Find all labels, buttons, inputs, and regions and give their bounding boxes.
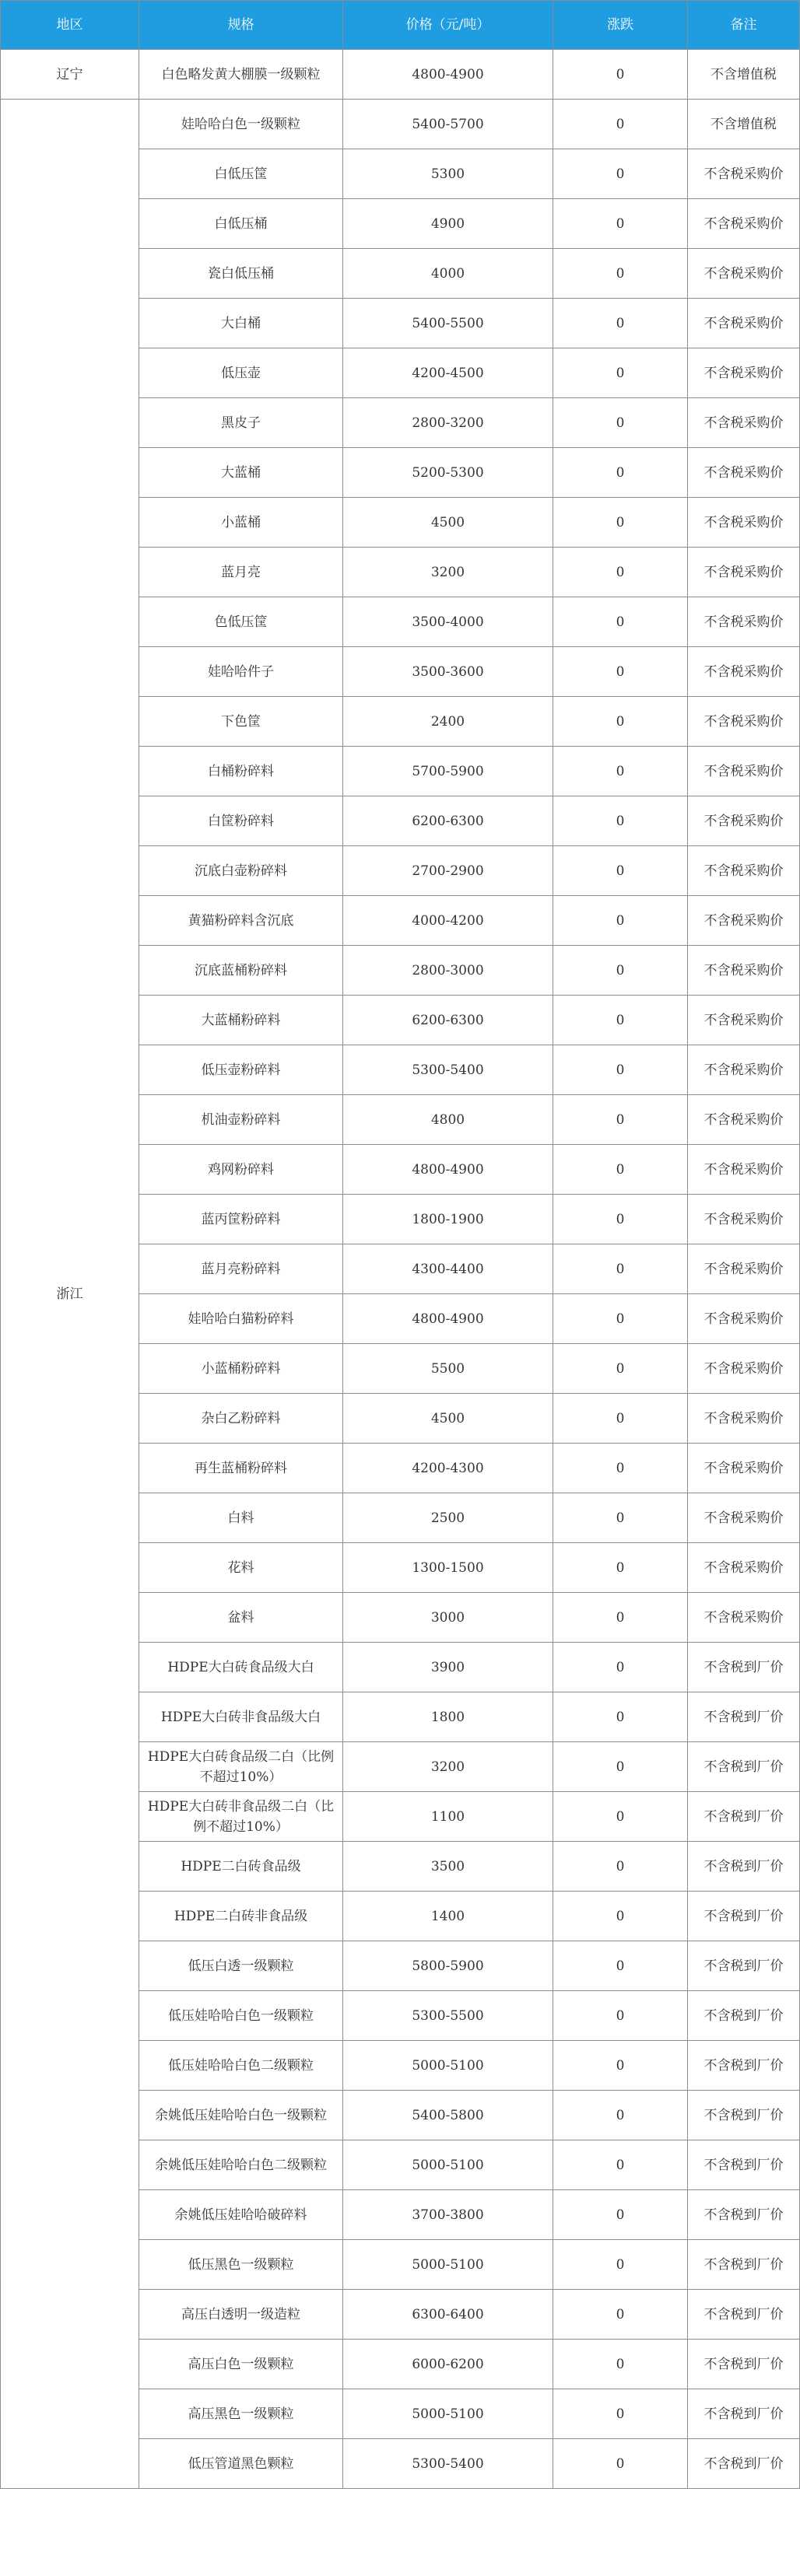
- cell-price: 4500: [343, 498, 553, 548]
- cell-spec: 白低压桶: [139, 199, 343, 249]
- cell-change: 0: [553, 299, 688, 348]
- cell-spec: 蓝月亮: [139, 548, 343, 597]
- cell-change: 0: [553, 1045, 688, 1095]
- cell-change: 0: [553, 100, 688, 149]
- cell-price: 5700-5900: [343, 747, 553, 796]
- cell-change: 0: [553, 996, 688, 1045]
- cell-note: 不含税到厂价: [688, 2240, 800, 2290]
- cell-spec: 小蓝桶粉碎料: [139, 1344, 343, 1394]
- cell-change: 0: [553, 697, 688, 747]
- cell-change: 0: [553, 1792, 688, 1842]
- cell-price: 4500: [343, 1394, 553, 1444]
- cell-price: 5300: [343, 149, 553, 199]
- cell-spec: 大蓝桶粉碎料: [139, 996, 343, 1045]
- cell-spec: HDPE大白砖非食品级二白（比例不超过10%）: [139, 1792, 343, 1842]
- cell-note: 不含增值税: [688, 50, 800, 100]
- table-row: [1, 50, 800, 100]
- cell-price: 5000-5100: [343, 2140, 553, 2190]
- cell-spec: HDPE二白砖食品级: [139, 1842, 343, 1892]
- cell-change: 0: [553, 1493, 688, 1543]
- cell-note: 不含税到厂价: [688, 2190, 800, 2240]
- cell-price: 3000: [343, 1593, 553, 1643]
- cell-change: 0: [553, 149, 688, 199]
- cell-spec: 余姚低压娃哈哈白色一级颗粒: [139, 2091, 343, 2140]
- cell-price: 5300-5400: [343, 1045, 553, 1095]
- cell-price: 5200-5300: [343, 448, 553, 498]
- header-note: 备注: [688, 1, 800, 50]
- cell-price: 3500-3600: [343, 647, 553, 697]
- cell-change: 0: [553, 398, 688, 448]
- cell-change: 0: [553, 747, 688, 796]
- cell-spec: 蓝丙筐粉碎料: [139, 1195, 343, 1244]
- table-row: [1, 100, 800, 149]
- cell-price: 1300-1500: [343, 1543, 553, 1593]
- cell-price: 6000-6200: [343, 2340, 553, 2389]
- cell-note: 不含税采购价: [688, 996, 800, 1045]
- cell-spec: 花料: [139, 1543, 343, 1593]
- cell-note: 不含税采购价: [688, 697, 800, 747]
- cell-note: 不含税采购价: [688, 647, 800, 697]
- cell-note: 不含税采购价: [688, 398, 800, 448]
- cell-spec: 黄猫粉碎料含沉底: [139, 896, 343, 946]
- cell-note: 不含税采购价: [688, 1593, 800, 1643]
- header-spec: 规格: [139, 1, 343, 50]
- cell-change: 0: [553, 2240, 688, 2290]
- cell-note: 不含税采购价: [688, 149, 800, 199]
- cell-spec: 娃哈哈白色一级颗粒: [139, 100, 343, 149]
- cell-note: 不含税采购价: [688, 597, 800, 647]
- cell-price: 3200: [343, 548, 553, 597]
- cell-change: 0: [553, 2290, 688, 2340]
- cell-spec: 白低压筐: [139, 149, 343, 199]
- cell-price: 3200: [343, 1742, 553, 1792]
- cell-note: 不含税到厂价: [688, 1792, 800, 1842]
- cell-change: 0: [553, 597, 688, 647]
- table-header: [1, 1, 800, 50]
- cell-change: 0: [553, 498, 688, 548]
- cell-change: 0: [553, 946, 688, 996]
- cell-price: 2700-2900: [343, 846, 553, 896]
- cell-spec: 白料: [139, 1493, 343, 1543]
- cell-change: 0: [553, 647, 688, 697]
- cell-change: 0: [553, 1892, 688, 1941]
- cell-change: 0: [553, 1941, 688, 1991]
- cell-price: 6200-6300: [343, 996, 553, 1045]
- cell-spec: 小蓝桶: [139, 498, 343, 548]
- cell-spec: 低压壶粉碎料: [139, 1045, 343, 1095]
- cell-note: 不含税采购价: [688, 1394, 800, 1444]
- cell-spec: 娃哈哈件子: [139, 647, 343, 697]
- cell-spec: 白筐粉碎料: [139, 796, 343, 846]
- cell-spec: 高压黑色一级颗粒: [139, 2389, 343, 2439]
- cell-price: 5300-5500: [343, 1991, 553, 2041]
- cell-change: 0: [553, 1593, 688, 1643]
- cell-change: 0: [553, 1444, 688, 1493]
- cell-spec: 大蓝桶: [139, 448, 343, 498]
- cell-note: 不含税采购价: [688, 1493, 800, 1543]
- cell-spec: 低压管道黑色颗粒: [139, 2439, 343, 2489]
- cell-note: 不含增值税: [688, 100, 800, 149]
- cell-note: 不含税采购价: [688, 846, 800, 896]
- cell-price: 4000: [343, 249, 553, 299]
- cell-note: 不含税到厂价: [688, 1692, 800, 1742]
- header-change: 涨跌: [553, 1, 688, 50]
- cell-price: 5300-5400: [343, 2439, 553, 2489]
- cell-change: 0: [553, 896, 688, 946]
- cell-change: 0: [553, 249, 688, 299]
- cell-change: 0: [553, 2389, 688, 2439]
- cell-note: 不含税到厂价: [688, 1941, 800, 1991]
- cell-change: 0: [553, 199, 688, 249]
- cell-region: 辽宁: [1, 50, 139, 100]
- cell-price: 2500: [343, 1493, 553, 1543]
- cell-change: 0: [553, 548, 688, 597]
- cell-change: 0: [553, 448, 688, 498]
- cell-region: 浙江: [1, 100, 139, 2489]
- cell-price: 4800: [343, 1095, 553, 1145]
- cell-price: 4900: [343, 199, 553, 249]
- cell-note: 不含税到厂价: [688, 1991, 800, 2041]
- cell-note: 不含税采购价: [688, 498, 800, 548]
- cell-change: 0: [553, 1742, 688, 1792]
- cell-spec: 沉底蓝桶粉碎料: [139, 946, 343, 996]
- cell-spec: 高压白色一级颗粒: [139, 2340, 343, 2389]
- cell-spec: 白桶粉碎料: [139, 747, 343, 796]
- cell-note: 不含税到厂价: [688, 1842, 800, 1892]
- cell-price: 4200-4500: [343, 348, 553, 398]
- cell-note: 不含税到厂价: [688, 1742, 800, 1792]
- cell-price: 5400-5800: [343, 2091, 553, 2140]
- cell-note: 不含税到厂价: [688, 2439, 800, 2489]
- cell-spec: HDPE大白砖食品级大白: [139, 1643, 343, 1692]
- cell-change: 0: [553, 1294, 688, 1344]
- cell-spec: HDPE大白砖非食品级大白: [139, 1692, 343, 1742]
- cell-spec: 瓷白低压桶: [139, 249, 343, 299]
- cell-spec: 色低压筐: [139, 597, 343, 647]
- cell-note: 不含税到厂价: [688, 2290, 800, 2340]
- cell-price: 5500: [343, 1344, 553, 1394]
- cell-note: 不含税采购价: [688, 1095, 800, 1145]
- cell-price: 2400: [343, 697, 553, 747]
- cell-note: 不含税采购价: [688, 1294, 800, 1344]
- cell-note: 不含税采购价: [688, 1045, 800, 1095]
- cell-spec: 娃哈哈白猫粉碎料: [139, 1294, 343, 1344]
- cell-spec: HDPE二白砖非食品级: [139, 1892, 343, 1941]
- cell-change: 0: [553, 1991, 688, 2041]
- cell-price: 3500: [343, 1842, 553, 1892]
- cell-spec: 蓝月亮粉碎料: [139, 1244, 343, 1294]
- cell-spec: 机油壶粉碎料: [139, 1095, 343, 1145]
- cell-price: 1100: [343, 1792, 553, 1842]
- cell-spec: 低压白透一级颗粒: [139, 1941, 343, 1991]
- cell-price: 5000-5100: [343, 2389, 553, 2439]
- header-row: [1, 1, 800, 50]
- cell-change: 0: [553, 1394, 688, 1444]
- cell-price: 1400: [343, 1892, 553, 1941]
- cell-note: 不含税采购价: [688, 796, 800, 846]
- cell-price: 4200-4300: [343, 1444, 553, 1493]
- cell-price: 4800-4900: [343, 1145, 553, 1195]
- cell-price: 1800: [343, 1692, 553, 1742]
- cell-change: 0: [553, 2340, 688, 2389]
- cell-change: 0: [553, 1145, 688, 1195]
- cell-change: 0: [553, 1244, 688, 1294]
- cell-price: 6300-6400: [343, 2290, 553, 2340]
- cell-change: 0: [553, 1095, 688, 1145]
- cell-change: 0: [553, 1643, 688, 1692]
- cell-note: 不含税采购价: [688, 1344, 800, 1394]
- cell-spec: 高压白透明一级造粒: [139, 2290, 343, 2340]
- cell-note: 不含税到厂价: [688, 2389, 800, 2439]
- cell-price: 1800-1900: [343, 1195, 553, 1244]
- cell-price: 4000-4200: [343, 896, 553, 946]
- cell-spec: 鸡网粉碎料: [139, 1145, 343, 1195]
- cell-change: 0: [553, 348, 688, 398]
- cell-price: 5400-5500: [343, 299, 553, 348]
- cell-spec: 黑皮子: [139, 398, 343, 448]
- cell-price: 6200-6300: [343, 796, 553, 846]
- cell-price: 5000-5100: [343, 2041, 553, 2091]
- cell-price: 5000-5100: [343, 2240, 553, 2290]
- cell-note: 不含税采购价: [688, 199, 800, 249]
- cell-change: 0: [553, 2190, 688, 2240]
- cell-note: 不含税采购价: [688, 896, 800, 946]
- cell-note: 不含税采购价: [688, 946, 800, 996]
- cell-note: 不含税到厂价: [688, 2091, 800, 2140]
- cell-note: 不含税采购价: [688, 1244, 800, 1294]
- cell-note: 不含税到厂价: [688, 2041, 800, 2091]
- cell-change: 0: [553, 2439, 688, 2489]
- table-body: [1, 50, 800, 2489]
- cell-spec: 沉底白壶粉碎料: [139, 846, 343, 896]
- cell-price: 3900: [343, 1643, 553, 1692]
- cell-note: 不含税采购价: [688, 1195, 800, 1244]
- header-region: 地区: [1, 1, 139, 50]
- cell-note: 不含税采购价: [688, 448, 800, 498]
- cell-change: 0: [553, 2140, 688, 2190]
- cell-price: 5400-5700: [343, 100, 553, 149]
- cell-price: 3500-4000: [343, 597, 553, 647]
- cell-price: 2800-3200: [343, 398, 553, 448]
- cell-note: 不含税采购价: [688, 1444, 800, 1493]
- cell-change: 0: [553, 1842, 688, 1892]
- cell-note: 不含税采购价: [688, 1145, 800, 1195]
- cell-price: 4800-4900: [343, 1294, 553, 1344]
- cell-note: 不含税采购价: [688, 249, 800, 299]
- cell-change: 0: [553, 1543, 688, 1593]
- cell-spec: HDPE大白砖食品级二白（比例不超过10%）: [139, 1742, 343, 1792]
- cell-spec: 余姚低压娃哈哈破碎料: [139, 2190, 343, 2240]
- cell-price: 4300-4400: [343, 1244, 553, 1294]
- cell-change: 0: [553, 2091, 688, 2140]
- cell-spec: 再生蓝桶粉碎料: [139, 1444, 343, 1493]
- cell-price: 3700-3800: [343, 2190, 553, 2240]
- cell-spec: 低压娃哈哈白色二级颗粒: [139, 2041, 343, 2091]
- cell-spec: 杂白乙粉碎料: [139, 1394, 343, 1444]
- cell-spec: 盆料: [139, 1593, 343, 1643]
- cell-spec: 白色略发黄大棚膜一级颗粒: [139, 50, 343, 100]
- cell-spec: 大白桶: [139, 299, 343, 348]
- cell-spec: 余姚低压娃哈哈白色二级颗粒: [139, 2140, 343, 2190]
- cell-price: 2800-3000: [343, 946, 553, 996]
- cell-change: 0: [553, 1195, 688, 1244]
- cell-change: 0: [553, 1692, 688, 1742]
- cell-change: 0: [553, 1344, 688, 1394]
- cell-price: 5800-5900: [343, 1941, 553, 1991]
- cell-note: 不含税到厂价: [688, 2340, 800, 2389]
- cell-note: 不含税采购价: [688, 1543, 800, 1593]
- header-price: 价格（元/吨）: [343, 1, 553, 50]
- cell-note: 不含税采购价: [688, 299, 800, 348]
- cell-price: 4800-4900: [343, 50, 553, 100]
- cell-change: 0: [553, 796, 688, 846]
- cell-note: 不含税采购价: [688, 348, 800, 398]
- cell-note: 不含税采购价: [688, 747, 800, 796]
- cell-note: 不含税采购价: [688, 548, 800, 597]
- cell-spec: 下色筐: [139, 697, 343, 747]
- cell-spec: 低压娃哈哈白色一级颗粒: [139, 1991, 343, 2041]
- cell-change: 0: [553, 2041, 688, 2091]
- cell-change: 0: [553, 846, 688, 896]
- cell-note: 不含税到厂价: [688, 1892, 800, 1941]
- cell-note: 不含税到厂价: [688, 2140, 800, 2190]
- cell-change: 0: [553, 50, 688, 100]
- cell-spec: 低压黑色一级颗粒: [139, 2240, 343, 2290]
- cell-note: 不含税到厂价: [688, 1643, 800, 1692]
- cell-spec: 低压壶: [139, 348, 343, 398]
